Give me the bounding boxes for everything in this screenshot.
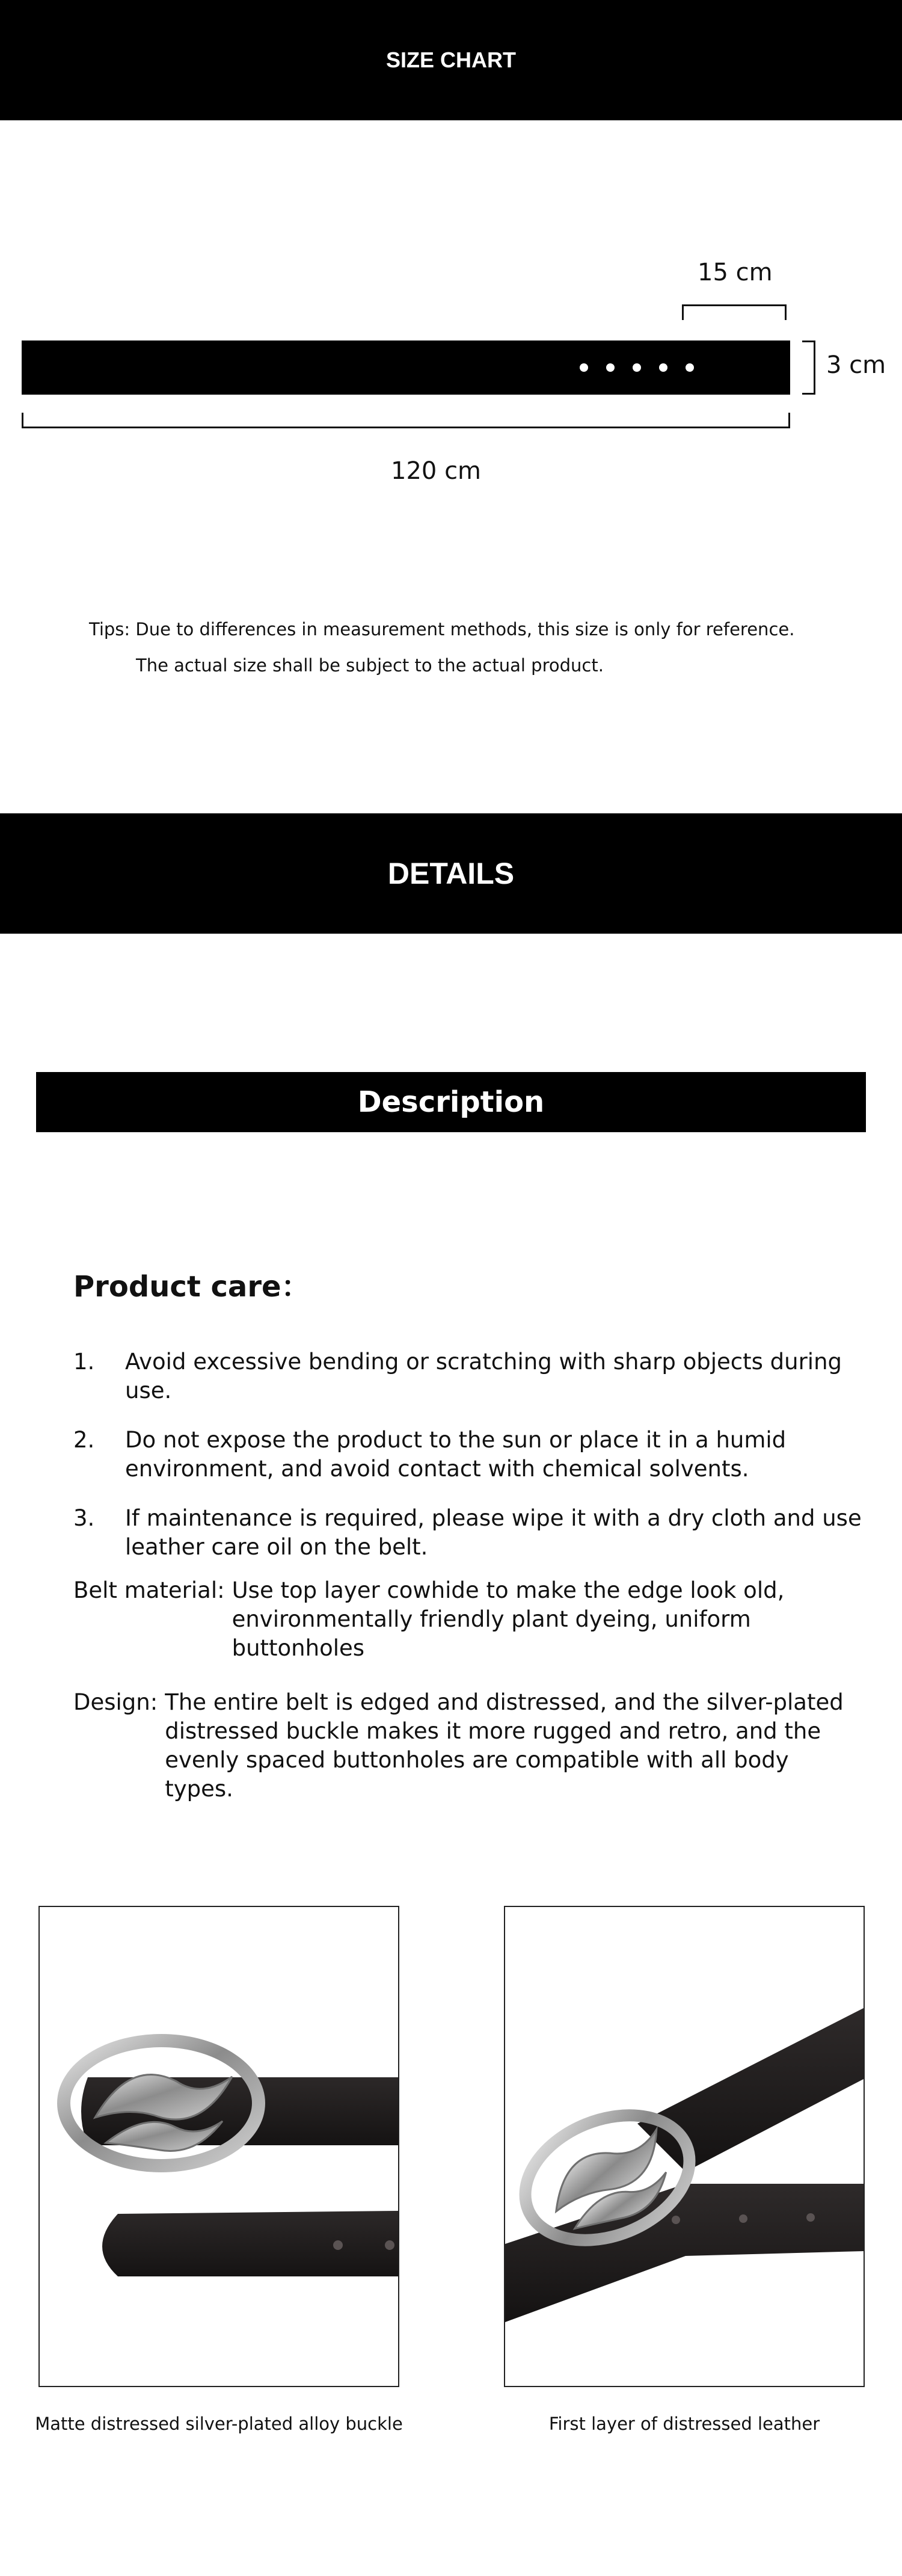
buttonhole (606, 363, 615, 372)
list-item-number: 3. (73, 1505, 95, 1531)
buckle-photo-caption: Matte distressed silver-plated alloy buckle (35, 2414, 403, 2434)
belt-length-label: 120 cm (391, 457, 482, 485)
tips-label: Tips: (89, 619, 130, 639)
details-banner (0, 813, 902, 934)
details-title: DETAILS (387, 857, 515, 890)
size-chart-title: SIZE CHART (386, 48, 516, 72)
belt-width-bracket (802, 340, 815, 395)
belt-diagram-bar (22, 340, 790, 395)
buckle-photo (38, 1906, 399, 2387)
list-item-text: Avoid excessive bending or scratching with sharp objects during use. (125, 1349, 842, 1404)
description-heading (36, 1072, 866, 1132)
list-item-number: 1. (73, 1349, 95, 1375)
buttonhole (686, 363, 694, 372)
belt-leather-angle-image (505, 1907, 864, 2386)
product-care-title: Product care： (73, 1270, 310, 1304)
belt-material-text: Use top layer cowhide to make the edge look old, environmentally friendly plant dyeing, uniform buttonholes (232, 1577, 785, 1661)
list-item-text: If maintenance is required, please wipe it with a dry cloth and use leather care oil on the belt. (125, 1505, 862, 1560)
tips-block (89, 611, 794, 683)
buckle-length-label: 15 cm (698, 259, 773, 286)
buckle-length-bracket (682, 304, 787, 320)
belt-length-bracket (22, 413, 790, 428)
tips-line-2: The actual size shall be subject to the actual product. (136, 655, 604, 676)
buttonhole (580, 363, 588, 372)
list-item (73, 1426, 891, 1484)
leather-photo-caption: First layer of distressed leather (548, 2414, 820, 2434)
list-item (73, 1348, 891, 1405)
tips-line-1: Due to differences in measurement methods, this size is only for reference. (135, 619, 795, 639)
design-text: The entire belt is edged and distressed, and the silver-plated distressed buckle makes it more rugged and retro, and the evenly spaced buttonholes are compatible with all body types. (165, 1689, 844, 1802)
design-spec (73, 1688, 855, 1804)
buttonhole (659, 363, 667, 372)
list-item-text: Do not expose the product to the sun or place it in a humid environment, and avoid contact with chemical solvents. (125, 1427, 787, 1482)
belt-material-label: Belt material: (73, 1577, 225, 1603)
belt-width-label: 3 cm (826, 351, 886, 379)
belt-material-spec (73, 1576, 855, 1663)
size-chart-banner (0, 0, 902, 120)
care-list (73, 1348, 891, 1582)
belt-buckle-closeup-image (40, 1907, 398, 2386)
list-item-number: 2. (73, 1427, 95, 1453)
description-title: Description (357, 1085, 545, 1119)
list-item (73, 1504, 891, 1562)
buttonhole (633, 363, 641, 372)
design-label: Design: (73, 1689, 158, 1715)
leather-photo (504, 1906, 865, 2387)
